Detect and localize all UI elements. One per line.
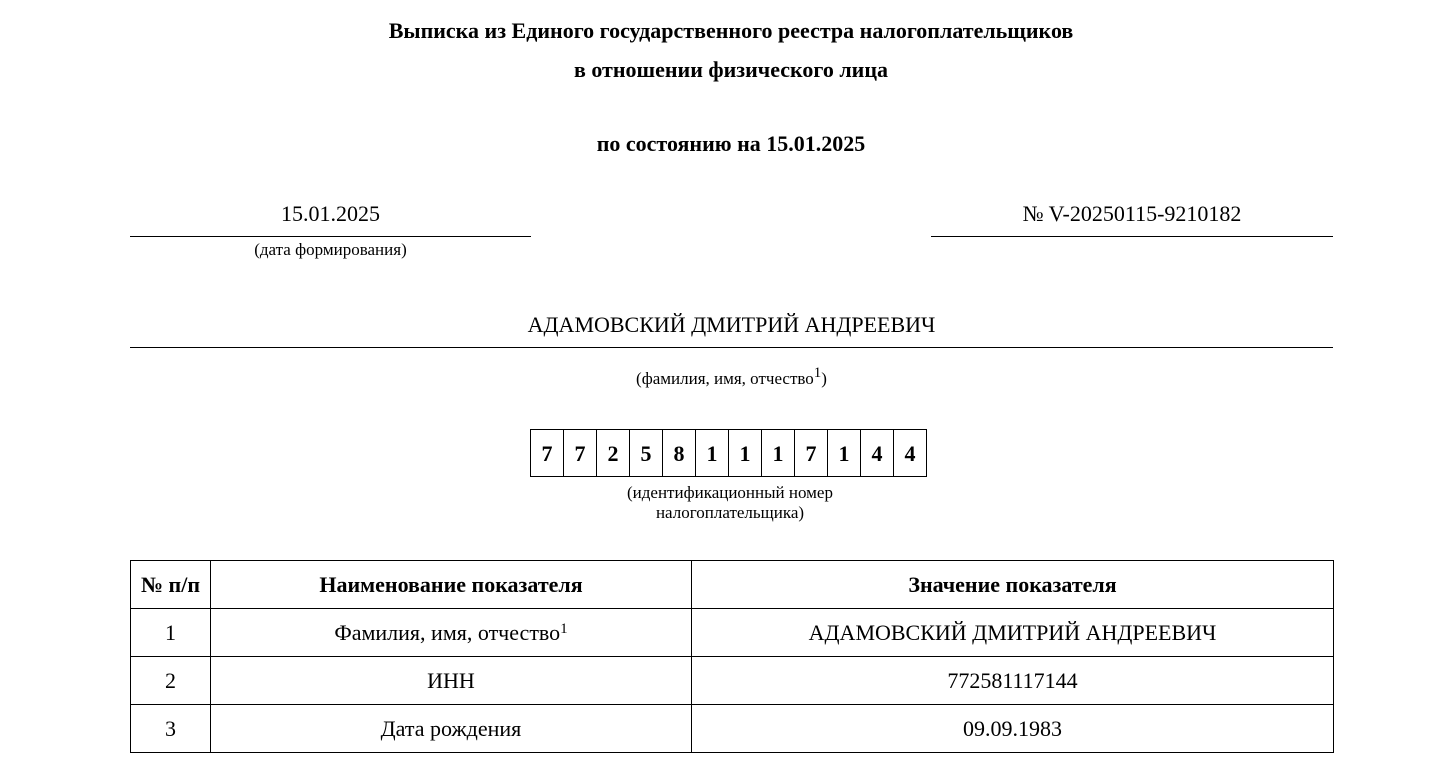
inn-digit-box: 1 xyxy=(729,429,762,477)
inn-caption-line1: (идентификационный номер xyxy=(627,483,833,502)
row-indicator-value: 09.09.1983 xyxy=(692,705,1334,753)
inn-digit-box: 7 xyxy=(795,429,828,477)
inn-digit-box: 5 xyxy=(630,429,663,477)
header-indicator-name: Наименование показателя xyxy=(211,561,692,609)
inn-digit-box: 8 xyxy=(663,429,696,477)
table-row xyxy=(131,705,1334,753)
row-indicator-name: Дата рождения xyxy=(211,705,692,753)
table-row xyxy=(131,657,1334,705)
inn-digit-boxes xyxy=(530,429,927,477)
person-full-name-underline xyxy=(130,347,1333,348)
inn-digit-box: 4 xyxy=(861,429,894,477)
row-indicator-name: ИНН xyxy=(211,657,692,705)
formation-date-underline xyxy=(130,236,531,237)
inn-digit-box: 1 xyxy=(828,429,861,477)
row-indicator-name: Фамилия, имя, отчество$^1$ xyxy=(211,609,692,657)
inn-caption-line2: налогоплательщика) xyxy=(655,503,805,522)
person-full-name-caption: (фамилия, имя, отчество$^1$) xyxy=(636,365,827,388)
document-title-line2: в отношении физического лица xyxy=(573,57,889,82)
header-indicator-value: Значение показателя xyxy=(692,561,1334,609)
row-indicator-value: 772581117144 xyxy=(692,657,1334,705)
document-title-line1: Выписка из Единого государственного реестра налогоплательщиков xyxy=(388,18,1074,43)
inn-digit-box: 1 xyxy=(696,429,729,477)
inn-digit-box: 1 xyxy=(762,429,795,477)
indicators-table xyxy=(130,560,1334,753)
inn-digit-box: 7 xyxy=(531,429,564,477)
table-row xyxy=(131,609,1334,657)
table-header-row xyxy=(131,561,1334,609)
row-number: 1 xyxy=(131,609,211,657)
person-full-name: АДАМОВСКИЙ ДМИТРИЙ АНДРЕЕВИЧ xyxy=(527,312,936,337)
inn-digit-box: 7 xyxy=(564,429,597,477)
document-number-underline xyxy=(931,236,1333,237)
row-number: 2 xyxy=(131,657,211,705)
inn-digit-box: 4 xyxy=(894,429,927,477)
header-number: № п/п xyxy=(131,561,211,609)
footnote-mark: 1 xyxy=(560,620,568,637)
formation-date: 15.01.2025 xyxy=(281,201,380,226)
row-number: 3 xyxy=(131,705,211,753)
footnote-mark: 1 xyxy=(813,365,822,381)
inn-digit-box: 2 xyxy=(597,429,630,477)
as-of-date: по состоянию на 15.01.2025 xyxy=(596,131,866,156)
formation-date-caption: (дата формирования) xyxy=(254,240,407,259)
document-number: № V-20250115-9210182 xyxy=(1022,201,1242,226)
row-indicator-value: АДАМОВСКИЙ ДМИТРИЙ АНДРЕЕВИЧ xyxy=(692,609,1334,657)
